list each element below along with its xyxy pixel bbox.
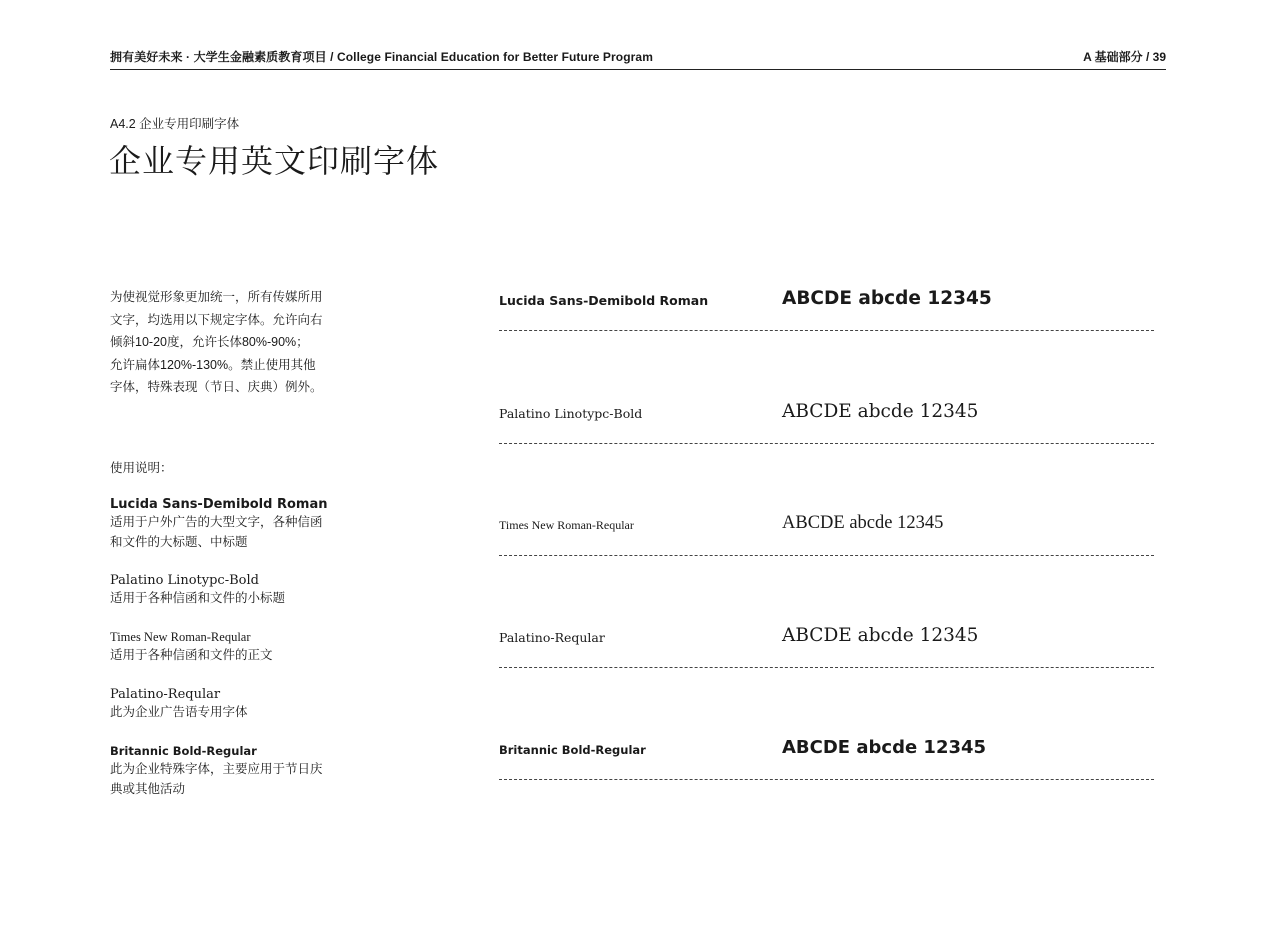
usage-desc-line: 此为企业广告语专用字体 xyxy=(110,705,248,719)
specimen-row-lucida xyxy=(499,290,1154,331)
page-title: 企业专用英文印刷字体 xyxy=(109,143,440,179)
specimen-sample: ABCDE abcde 12345 xyxy=(782,737,987,758)
specimen-sample: ABCDE abcde 12345 xyxy=(782,513,944,533)
header-program-title: 拥有美好未来 · 大学生金融素质教育项目 / College Financial Education for Better Future Program xyxy=(110,50,653,64)
usage-desc-line: 此为企业特殊字体，主要应用于节日庆 xyxy=(110,762,323,776)
page-header xyxy=(110,47,1166,70)
specimen-row-britannic xyxy=(499,739,1154,780)
intro-line: 文字，均选用以下规定字体。允许向右 xyxy=(110,312,323,327)
usage-label: 使用说明： xyxy=(110,461,173,475)
usage-desc-line: 适用于户外广告的大型文字，各种信函 xyxy=(110,515,323,529)
section-number: A4.2 企业专用印刷字体 xyxy=(110,117,240,131)
intro-line: 允许扁体120%-130%。禁止使用其他 xyxy=(110,357,316,372)
usage-desc-line: 适用于各种信函和文件的正文 xyxy=(110,648,273,662)
specimen-row-palatino xyxy=(499,627,1154,668)
header-page-number: A 基础部分 / 39 xyxy=(1083,50,1166,64)
specimen-sample: ABCDE abcde 12345 xyxy=(782,401,979,422)
specimen-sample: ABCDE abcde 12345 xyxy=(782,625,979,646)
usage-desc-line: 适用于各种信函和文件的小标题 xyxy=(110,591,286,605)
usage-desc-line: 典或其他活动 xyxy=(110,781,186,796)
usage-font-name: Palatino Linotypc-Bold xyxy=(110,573,259,588)
specimen-row-palatino-bold xyxy=(499,403,1154,444)
usage-item-times xyxy=(110,629,350,666)
usage-font-name: Times New Roman-Reqular xyxy=(110,630,251,644)
specimen-font-name: Palatino-Reqular xyxy=(499,630,605,645)
intro-line: 字体，特殊表现（节日、庆典）例外。 xyxy=(110,380,323,394)
usage-desc-line: 和文件的大标题、中标题 xyxy=(110,534,248,549)
specimen-font-name: Times New Roman-Reqular xyxy=(499,518,634,532)
usage-font-name: Britannic Bold-Regular xyxy=(110,744,257,758)
usage-item-palatino-bold xyxy=(110,572,350,609)
intro-line: 为使视觉形象更加统一，所有传媒所用 xyxy=(110,290,323,304)
usage-item-palatino xyxy=(110,686,350,723)
usage-item-lucida xyxy=(110,496,350,552)
usage-item-britannic xyxy=(110,743,350,799)
specimen-font-name: Britannic Bold-Regular xyxy=(499,743,646,757)
intro-line: 倾斜10-20度，允许长体80%-90%； xyxy=(110,335,309,349)
usage-font-name: Lucida Sans-Demibold Roman xyxy=(110,497,328,512)
specimen-font-name: Lucida Sans-Demibold Roman xyxy=(499,293,709,308)
usage-font-name: Palatino-Reqular xyxy=(110,687,221,702)
specimen-row-times xyxy=(499,515,1154,556)
specimen-sample: ABCDE abcde 12345 xyxy=(782,288,992,309)
specimen-font-name: Palatino Linotypc-Bold xyxy=(499,406,643,421)
intro-paragraph xyxy=(110,286,350,399)
